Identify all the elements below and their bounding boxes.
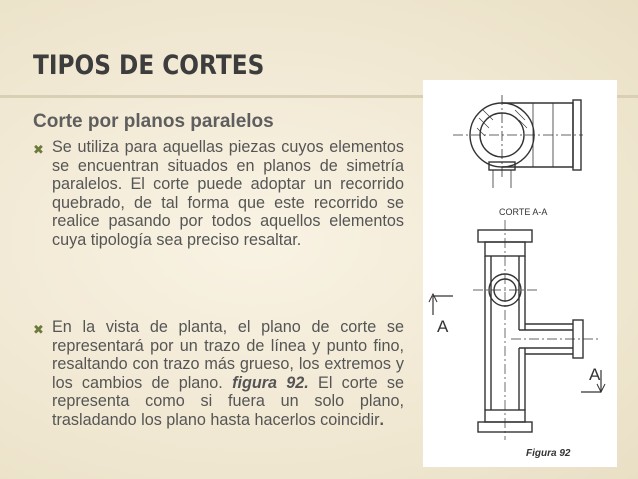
bullet-2-text-before: En la vista de planta, el plano de corte se representará por un trazo de línea y punto fino, resaltando con trazo más grueso, los extremos y los cambios de plano. [52,318,404,392]
technical-drawing-figure [423,80,617,467]
x-bullet-icon: ✖ [33,322,44,337]
left-section-marker: A [437,317,449,336]
bullet-2-text-end: . [379,410,385,429]
bullet-2-text-middle: El corte se representa como si fuera un solo plano, trasladando los plano hasta hacerlos coincidir [52,373,404,429]
right-section-marker: A [589,365,601,384]
figure-reference: figura 92. [232,373,309,392]
pipe-section-drawing [423,80,617,467]
slide-title: TIPOS DE CORTES [33,50,265,81]
x-bullet-icon: ✖ [33,142,44,157]
section-label: CORTE A-A [499,207,548,217]
bullet-text-1: Se utiliza para aquellas piezas cuyos elementos se encuentran situados en planos de simetría paralelos. El corte puede adoptar un recorrido quebrado, de tal forma que este recorrido se realice pasando por todos aquellos elementos cuya tipología sea preciso resaltar. [52,138,404,249]
slide-subtitle: Corte por planos paralelos [33,111,274,132]
bullet-text-2 [52,318,404,430]
figure-caption: Figura 92 [526,448,571,459]
